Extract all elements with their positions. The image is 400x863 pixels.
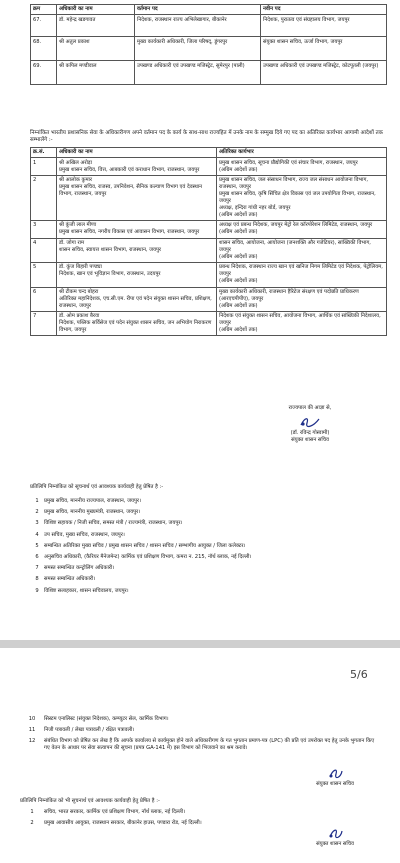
list-item xyxy=(30,586,386,597)
cell-name: श्री आलोक कुमार प्रमुख शासन सचिव, राजस्व, उपनिवेशन, सैनिक कल्याण विभाग एवं देवस्थान विभाग, राजस्थान, जयपुर xyxy=(57,175,217,220)
cell-current-post: मुख्य कार्यकारी अधिकारी, जिला परिषद्, डूंगरपुर xyxy=(135,37,261,61)
list-item-number: 1 xyxy=(30,809,34,815)
cell-serial: 6 xyxy=(31,287,57,311)
cell-serial: 1 xyxy=(31,158,57,175)
cell-serial: 4 xyxy=(31,238,57,262)
list-item xyxy=(30,552,386,563)
cell-name: श्री कुंजी लाल मीणा प्रमुख शासन सचिव, नगरीय विकास एवं आवासन विभाग, राजस्थान, जयपुर xyxy=(57,221,217,238)
list-item-number: 6 xyxy=(35,554,39,561)
signatory-designation: संयुक्त शासन सचिव xyxy=(316,781,354,787)
cell-name: श्री टीकम चन्द बोहरा अतिरिक्त महानिदेशक, एच.सी.एम. रीपा एवं पदेन संयुक्त शासन सचिव, प्रशिक्षण, राजस्थान, जयपुर xyxy=(57,287,217,311)
list-item-text: निजी पत्रावली / लेखा पत्रावली / रक्षित पत्रावली। xyxy=(44,727,135,734)
page-gap xyxy=(0,640,400,648)
cell-additional-charge: अध्यक्ष एवं प्रबन्ध निदेशक, जयपुर मेट्रो रेल कॉरपोरेशन लिमिटेड, राजस्थान, जयपुर (अग्रिम आदेशों तक) xyxy=(217,221,387,238)
list-item-text: सिस्टम एनालिस्ट (संयुक्त निदेशक), कम्प्यूटर सेल, कार्मिक विभाग। xyxy=(44,716,169,722)
list-item-number: 10 xyxy=(28,716,36,722)
col-header-name: अधिकारी का नाम xyxy=(57,5,135,15)
cell-current-post: उपखण्ड अधिकारी एवं उपखण्ड मजिस्ट्रेट, सुमेरपुर (पाली) xyxy=(135,61,261,85)
table-header-row xyxy=(31,148,387,158)
list-item-text: उप सचिव, मुख्य सचिव, राजस्थान, जयपुर। xyxy=(44,531,125,538)
list-item-number: 7 xyxy=(35,565,39,572)
list-item xyxy=(30,507,386,518)
cell-additional-charge: प्रमुख शासन सचिव, जल संसाधन विभाग, राज्य जल संसाधन आयोजना विभाग, राजस्थान, जयपुर प्रमुख शासन सचिव, कृषि सिंचित क्षेत्र विकास एवं जल उपयोगिता विभाग, राजस्थान, जयपुर अध्यक्ष, इन्दिरा गांधी नहर बोर्ड, जयपुर (अग्रिम आदेशों तक) xyxy=(217,175,387,220)
list-item-text: विशिष्ट सलाहकार, शासन सचिवालय, जयपुर। xyxy=(44,587,129,594)
transfer-table xyxy=(30,4,387,85)
cell-serial: 69. xyxy=(31,61,57,85)
list-item xyxy=(30,574,386,585)
copy-header: प्रतिलिपि निम्नांकित को भी सूचनार्थ एवं आवश्यक कार्यवाही हेतु प्रेषित है :- xyxy=(20,798,160,804)
col-header-serial: क्रम xyxy=(31,5,57,15)
signatory-name: (डॉ. रविन्द्र गोस्वामी) xyxy=(290,430,330,437)
list-item-number: 9 xyxy=(35,587,39,594)
list-item xyxy=(20,809,380,816)
table-row xyxy=(31,311,387,335)
cell-name: श्री कपिल मण्डीवाल xyxy=(57,61,135,85)
signature-scribble xyxy=(295,415,325,429)
signature-scribble xyxy=(325,766,345,780)
table-row xyxy=(31,15,387,37)
cell-serial: 67. xyxy=(31,15,57,37)
cell-name: डॉ. जोगा राम शासन सचिव, स्वायत्त शासन विभाग, राजस्थान, जयपुर xyxy=(57,238,217,262)
cell-current-post: निदेशक, राजस्थान राज्य अभिलेखागार, बीकानेर xyxy=(135,15,261,37)
list-item-number: 11 xyxy=(28,727,36,734)
cell-additional-charge: प्रमुख शासन सचिव, सूचना प्रौद्योगिकी एवं संचार विभाग, राजस्थान, जयपुर (अग्रिम आदेशों तक) xyxy=(217,158,387,175)
signature-block xyxy=(290,766,380,788)
list-item xyxy=(30,496,386,507)
cell-name: श्री अखिल अरोड़ा प्रमुख शासन सचिव, वित्त, आबकारी एवं कराधान विभाग, राजस्थान, जयपुर xyxy=(57,158,217,175)
col-header-current-post: वर्तमान पद xyxy=(135,5,261,15)
list-item-text: समस्त सम्बन्धित कन्ट्रोलिंग अधिकारी। xyxy=(44,565,115,572)
list-item-text: अनुसचिव अधिकारी, (कैरियर मैनेजमेन्ट) कार्मिक एवं प्रशिक्षण विभाग, कमरा न. 215, नॉर्थ ब्लाक, नई दिल्ली। xyxy=(44,554,252,561)
list-item xyxy=(20,727,380,734)
list-item xyxy=(20,716,380,723)
table-header-row xyxy=(31,5,387,15)
cell-serial: 2 xyxy=(31,175,57,220)
table-row xyxy=(31,61,387,85)
copy-list xyxy=(30,496,386,597)
cell-name: श्री अतुल प्रकाश xyxy=(57,37,135,61)
document-page-6 xyxy=(0,648,400,863)
cell-serial: 7 xyxy=(31,311,57,335)
list-item xyxy=(30,541,386,552)
list-item-text: संबंधित विभाग को प्रेषित कर लेख है कि आपके कार्यालय से कार्यमुक्त होने वाले अधिकारीगण के गत भुगतान प्रमाण-पत्र (LPC) की प्रति एवं उपरोक्त पद हेतु उनके भुगतान किए गए वेतन के आधार पर सेवा सत्यापन की सूचना (प्रपत्र GA-141 में) इस विभाग को भिजवाने का श्रम करावे। xyxy=(44,738,375,752)
cell-serial: 68. xyxy=(31,37,57,61)
cell-name: डॉ. महेन्द्र खडगावत xyxy=(57,15,135,37)
col-header-name: अधिकारी का नाम xyxy=(57,148,217,158)
cell-new-post: संयुक्त शासन सचिव, ऊर्जा विभाग, जयपुर xyxy=(261,37,387,61)
col-header-new-post: नवीन पद xyxy=(261,5,387,15)
cell-new-post: उपखण्ड अधिकारी एवं उपखण्ड मजिस्ट्रेट, कोटपूतली (जयपुर) xyxy=(261,61,387,85)
table-row xyxy=(31,287,387,311)
additional-charge-table xyxy=(30,147,387,336)
list-item xyxy=(30,518,386,529)
signature-block xyxy=(290,826,380,848)
table-row xyxy=(31,221,387,238)
table-row xyxy=(31,175,387,220)
cell-new-post: निदेशक, पुरातत्व एवं संग्रहालय विभाग, जयपुर xyxy=(261,15,387,37)
table-row xyxy=(31,158,387,175)
list-item-number: 2 xyxy=(35,509,39,516)
list-item xyxy=(20,738,380,752)
copy-list-continued xyxy=(20,716,380,756)
signature-scribble xyxy=(325,826,345,840)
cell-additional-charge: मुख्य कार्यकारी अधिकारी, राजस्थान हैरिटेज संरक्षण एवं पदोन्नति प्राधिकरण (आरएचपीपीए), जयपुर (अग्रिम आदेशों तक) xyxy=(217,287,387,311)
list-item-number: 12 xyxy=(28,738,36,745)
cell-additional-charge: निदेशक एवं संयुक्त शासन सचिव, आयोजना विभाग, आर्थिक एवं सांख्यिकी निदेशालय, जयपुर (अग्रिम आदेशों तक) xyxy=(217,311,387,335)
list-item-number: 2 xyxy=(30,820,34,827)
list-item-text: प्रमुख आवासीय आयुक्त, राजस्थान सरकार, बीकानेर हाउस, पण्डारा रोड, नई दिल्ली। xyxy=(44,820,202,827)
list-item-number: 5 xyxy=(35,542,39,549)
list-item xyxy=(30,563,386,574)
cell-name: डॉ. कुंज बिहारी पण्ड्या निदेशक, खान एवं भूविज्ञान विभाग, राजस्थान, उदयपुर xyxy=(57,263,217,287)
page-number: 5/6 xyxy=(350,668,368,681)
cell-serial: 3 xyxy=(31,221,57,238)
cell-name: डॉ. ओम प्रकाश बैरवा निदेशक, पब्लिक सर्विसेज एवं पदेन संयुक्त शासन सचिव, जन अभियोग निराकरण विभाग, जयपुर xyxy=(57,311,217,335)
cell-additional-charge: प्रबन्ध निदेशक, राजस्थान राज्य खान एवं खनिज निगम लिमिटेड एवं निदेशक, पेट्रोलियम, जयपुर (अग्रिम आदेशों तक) xyxy=(217,263,387,287)
list-item-text: सम्बन्धित अतिरिक्त मुख्य सचिव / प्रमुख शासन सचिव / शासन सचिव / सम्भागीय आयुक्त / जिला कलेक्टर। xyxy=(44,542,246,549)
table-row xyxy=(31,263,387,287)
list-item-number: 3 xyxy=(35,520,39,527)
list-item-text: समस्त सम्बन्धित अधिकारी। xyxy=(44,576,96,583)
list-item-number: 8 xyxy=(35,576,39,583)
list-item-text: सचिव, भारत सरकार, कार्मिक एवं प्रशिक्षण विभाग, नॉर्थ ब्लाक, नई दिल्ली। xyxy=(44,809,186,815)
cell-serial: 5 xyxy=(31,263,57,287)
list-item xyxy=(30,530,386,541)
signatory-designation: संयुक्त शासन सचिव xyxy=(316,841,354,847)
col-header-additional-charge: अतिरिक्त कार्यभार xyxy=(217,148,387,158)
table-row xyxy=(31,37,387,61)
signatory-designation: संयुक्त शासन सचिव xyxy=(291,437,329,444)
col-header-serial: क्र.सं. xyxy=(31,148,57,158)
order-line: राज्यपाल की आज्ञा से, xyxy=(288,405,332,411)
signature-block xyxy=(250,405,370,444)
table-row xyxy=(31,238,387,262)
list-item-text: प्रमुख सचिव, माननीय राज्यपाल, राजस्थान, जयपुर। xyxy=(44,498,141,505)
list-item-number: 4 xyxy=(35,531,39,538)
list-item-text: प्रमुख सचिव, माननीय मुख्यमंत्री, राजस्थान, जयपुर। xyxy=(44,509,141,516)
list-item-number: 1 xyxy=(35,498,39,505)
cell-additional-charge: शासन सचिव, आयोजना, आयोजना (जनशक्ति और गजेटियर), सांख्यिकी विभाग, जयपुर (अग्रिम आदेशों तक) xyxy=(217,238,387,262)
list-item-text: विशिष्ट सहायक / निजी सचिव, समस्त मंत्री / राज्यमंत्री, राजस्थान, जयपुर। xyxy=(44,520,183,527)
additional-charge-paragraph: निम्नांकित भारतीय प्रशासनिक सेवा के अधिकारीगण अपने वर्तमान पद के कार्य के साथ-साथ राज्यहित में उनके नाम के सम्मुख दिये गए पद का अतिरिक्त कार्यभार आगामी आदेशों तक सम्भालेंगे :- xyxy=(30,130,383,144)
copy-header: प्रतिलिपि निम्नांकित को सूचनार्थ एवं आवश्यक कार्यवाही हेतु प्रेषित है :- xyxy=(30,484,164,490)
